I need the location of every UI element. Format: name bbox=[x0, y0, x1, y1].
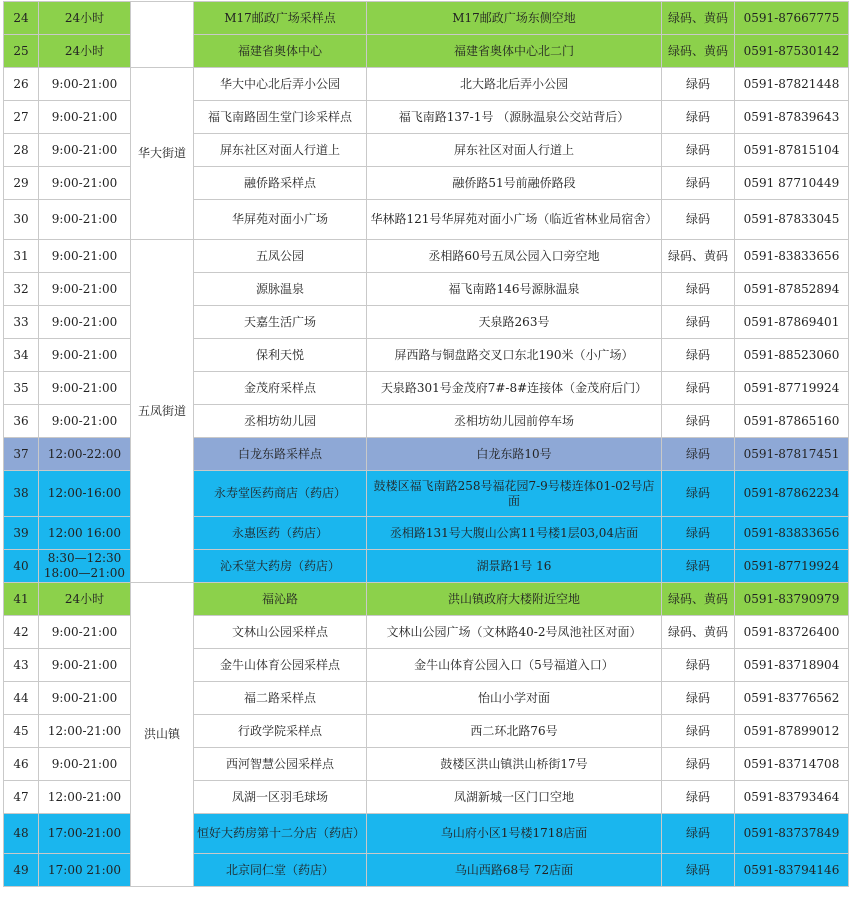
table-row bbox=[4, 240, 849, 273]
health-code-cell: 绿码 bbox=[662, 715, 735, 748]
table-row bbox=[4, 682, 849, 715]
phone-cell: 0591-83726400 bbox=[735, 616, 849, 649]
address-cell: 福飞南路146号源脉温泉 bbox=[367, 273, 662, 306]
site-name-cell: 五凤公园 bbox=[194, 240, 367, 273]
table-row bbox=[4, 167, 849, 200]
site-name-cell: 保利天悦 bbox=[194, 339, 367, 372]
site-name-cell: 金牛山体育公园采样点 bbox=[194, 649, 367, 682]
health-code-cell: 绿码 bbox=[662, 854, 735, 887]
time-cell: 12:00-16:00 bbox=[39, 471, 131, 517]
row-number-cell: 30 bbox=[4, 200, 39, 240]
site-name-cell: 屏东社区对面人行道上 bbox=[194, 134, 367, 167]
time-cell: 17:00-21:00 bbox=[39, 814, 131, 854]
site-name-cell: 华大中心北后弄小公园 bbox=[194, 68, 367, 101]
row-number-cell: 49 bbox=[4, 854, 39, 887]
time-cell: 17:00 21:00 bbox=[39, 854, 131, 887]
row-number-cell: 28 bbox=[4, 134, 39, 167]
address-cell: M17邮政广场东侧空地 bbox=[367, 2, 662, 35]
address-cell: 乌山府小区1号楼1718店面 bbox=[367, 814, 662, 854]
row-number-cell: 40 bbox=[4, 550, 39, 583]
phone-cell: 0591-83794146 bbox=[735, 854, 849, 887]
row-number-cell: 38 bbox=[4, 471, 39, 517]
phone-cell: 0591-88523060 bbox=[735, 339, 849, 372]
address-cell: 华林路121号华屏苑对面小广场（临近省林业局宿舍） bbox=[367, 200, 662, 240]
site-name-cell: 福二路采样点 bbox=[194, 682, 367, 715]
table-row bbox=[4, 471, 849, 517]
phone-cell: 0591-83793464 bbox=[735, 781, 849, 814]
phone-cell: 0591-83776562 bbox=[735, 682, 849, 715]
health-code-cell: 绿码 bbox=[662, 649, 735, 682]
address-cell: 天泉路263号 bbox=[367, 306, 662, 339]
table-row bbox=[4, 715, 849, 748]
address-cell: 西二环北路76号 bbox=[367, 715, 662, 748]
site-name-cell: 行政学院采样点 bbox=[194, 715, 367, 748]
table-row bbox=[4, 748, 849, 781]
phone-cell: 0591-83790979 bbox=[735, 583, 849, 616]
health-code-cell: 绿码、黄码 bbox=[662, 583, 735, 616]
health-code-cell: 绿码 bbox=[662, 200, 735, 240]
address-cell: 福建省奥体中心北二门 bbox=[367, 35, 662, 68]
street-cell: 洪山镇 bbox=[131, 583, 194, 887]
site-name-cell: 丞相坊幼儿园 bbox=[194, 405, 367, 438]
site-name-cell: 文林山公园采样点 bbox=[194, 616, 367, 649]
time-cell: 24小时 bbox=[39, 583, 131, 616]
site-name-cell: 福建省奥体中心 bbox=[194, 35, 367, 68]
site-name-cell: 沁禾堂大药房（药店） bbox=[194, 550, 367, 583]
address-cell: 文林山公园广场（文林路40-2号凤池社区对面） bbox=[367, 616, 662, 649]
table-row bbox=[4, 101, 849, 134]
table-row bbox=[4, 68, 849, 101]
row-number-cell: 43 bbox=[4, 649, 39, 682]
health-code-cell: 绿码、黄码 bbox=[662, 2, 735, 35]
phone-cell: 0591-87865160 bbox=[735, 405, 849, 438]
address-cell: 丞相路131号大腹山公寓11号楼1层03,04店面 bbox=[367, 517, 662, 550]
phone-cell: 0591-83833656 bbox=[735, 517, 849, 550]
row-number-cell: 27 bbox=[4, 101, 39, 134]
phone-cell: 0591-83718904 bbox=[735, 649, 849, 682]
row-number-cell: 26 bbox=[4, 68, 39, 101]
time-cell: 9:00-21:00 bbox=[39, 240, 131, 273]
time-cell: 9:00-21:00 bbox=[39, 405, 131, 438]
site-name-cell: 福沁路 bbox=[194, 583, 367, 616]
phone-cell: 0591-87862234 bbox=[735, 471, 849, 517]
table-row bbox=[4, 781, 849, 814]
street-cell: 五凤街道 bbox=[131, 240, 194, 583]
site-name-cell: 融侨路采样点 bbox=[194, 167, 367, 200]
address-cell: 白龙东路10号 bbox=[367, 438, 662, 471]
address-cell: 鼓楼区洪山镇洪山桥街17号 bbox=[367, 748, 662, 781]
table-row bbox=[4, 134, 849, 167]
health-code-cell: 绿码 bbox=[662, 550, 735, 583]
table-row bbox=[4, 854, 849, 887]
health-code-cell: 绿码 bbox=[662, 748, 735, 781]
health-code-cell: 绿码 bbox=[662, 101, 735, 134]
table-row bbox=[4, 517, 849, 550]
health-code-cell: 绿码 bbox=[662, 273, 735, 306]
address-cell: 丞相路60号五凤公园入口旁空地 bbox=[367, 240, 662, 273]
phone-cell: 0591-87833045 bbox=[735, 200, 849, 240]
address-cell: 丞相坊幼儿园前停车场 bbox=[367, 405, 662, 438]
time-cell: 12:00-21:00 bbox=[39, 781, 131, 814]
health-code-cell: 绿码、黄码 bbox=[662, 35, 735, 68]
table-row bbox=[4, 583, 849, 616]
health-code-cell: 绿码 bbox=[662, 339, 735, 372]
health-code-cell: 绿码 bbox=[662, 372, 735, 405]
phone-cell: 0591-87817451 bbox=[735, 438, 849, 471]
table-row bbox=[4, 200, 849, 240]
site-name-cell: 永惠医药（药店） bbox=[194, 517, 367, 550]
time-cell: 9:00-21:00 bbox=[39, 167, 131, 200]
site-name-cell: 华屏苑对面小广场 bbox=[194, 200, 367, 240]
time-cell: 24小时 bbox=[39, 2, 131, 35]
health-code-cell: 绿码 bbox=[662, 814, 735, 854]
time-cell: 9:00-21:00 bbox=[39, 273, 131, 306]
health-code-cell: 绿码、黄码 bbox=[662, 616, 735, 649]
time-cell: 9:00-21:00 bbox=[39, 200, 131, 240]
row-number-cell: 36 bbox=[4, 405, 39, 438]
street-cell: 华大街道 bbox=[131, 68, 194, 240]
table-row bbox=[4, 273, 849, 306]
table-row bbox=[4, 2, 849, 35]
table-body bbox=[4, 2, 849, 887]
address-cell: 怡山小学对面 bbox=[367, 682, 662, 715]
phone-cell: 0591-87530142 bbox=[735, 35, 849, 68]
row-number-cell: 29 bbox=[4, 167, 39, 200]
address-cell: 天泉路301号金茂府7#-8#连接体（金茂府后门） bbox=[367, 372, 662, 405]
health-code-cell: 绿码 bbox=[662, 781, 735, 814]
row-number-cell: 42 bbox=[4, 616, 39, 649]
phone-cell: 0591-87719924 bbox=[735, 372, 849, 405]
table-row bbox=[4, 814, 849, 854]
table-row bbox=[4, 339, 849, 372]
row-number-cell: 37 bbox=[4, 438, 39, 471]
address-cell: 鼓楼区福飞南路258号福花园7-9号楼连体01-02号店面 bbox=[367, 471, 662, 517]
site-name-cell: 永寿堂医药商店（药店） bbox=[194, 471, 367, 517]
address-cell: 屏东社区对面人行道上 bbox=[367, 134, 662, 167]
health-code-cell: 绿码 bbox=[662, 471, 735, 517]
health-code-cell: 绿码 bbox=[662, 405, 735, 438]
table-row bbox=[4, 649, 849, 682]
testing-sites-table bbox=[3, 1, 849, 887]
address-cell: 福飞南路137-1号 （源脉温泉公交站背后） bbox=[367, 101, 662, 134]
row-number-cell: 25 bbox=[4, 35, 39, 68]
address-cell: 北大路北后弄小公园 bbox=[367, 68, 662, 101]
row-number-cell: 44 bbox=[4, 682, 39, 715]
time-cell: 9:00-21:00 bbox=[39, 682, 131, 715]
phone-cell: 0591-83737849 bbox=[735, 814, 849, 854]
time-cell: 9:00-21:00 bbox=[39, 134, 131, 167]
time-cell: 9:00-21:00 bbox=[39, 306, 131, 339]
address-cell: 金牛山体育公园入口（5号福道入口） bbox=[367, 649, 662, 682]
table-row bbox=[4, 35, 849, 68]
time-cell: 9:00-21:00 bbox=[39, 372, 131, 405]
time-cell: 9:00-21:00 bbox=[39, 68, 131, 101]
time-cell: 12:00-22:00 bbox=[39, 438, 131, 471]
health-code-cell: 绿码、黄码 bbox=[662, 240, 735, 273]
site-name-cell: 天嘉生活广场 bbox=[194, 306, 367, 339]
time-cell: 12:00 16:00 bbox=[39, 517, 131, 550]
table-row bbox=[4, 616, 849, 649]
street-cell bbox=[131, 2, 194, 68]
row-number-cell: 32 bbox=[4, 273, 39, 306]
table-row bbox=[4, 306, 849, 339]
health-code-cell: 绿码 bbox=[662, 438, 735, 471]
address-cell: 融侨路51号前融侨路段 bbox=[367, 167, 662, 200]
health-code-cell: 绿码 bbox=[662, 167, 735, 200]
row-number-cell: 46 bbox=[4, 748, 39, 781]
address-cell: 屏西路与铜盘路交叉口东北190米（小广场） bbox=[367, 339, 662, 372]
time-cell: 9:00-21:00 bbox=[39, 748, 131, 781]
address-cell: 凤湖新城一区门口空地 bbox=[367, 781, 662, 814]
address-cell: 乌山西路68号 72店面 bbox=[367, 854, 662, 887]
row-number-cell: 33 bbox=[4, 306, 39, 339]
health-code-cell: 绿码 bbox=[662, 517, 735, 550]
table-row bbox=[4, 550, 849, 583]
phone-cell: 0591-87719924 bbox=[735, 550, 849, 583]
time-cell: 24小时 bbox=[39, 35, 131, 68]
row-number-cell: 34 bbox=[4, 339, 39, 372]
phone-cell: 0591-87852894 bbox=[735, 273, 849, 306]
time-cell: 12:00-21:00 bbox=[39, 715, 131, 748]
phone-cell: 0591-87815104 bbox=[735, 134, 849, 167]
phone-cell: 0591-87839643 bbox=[735, 101, 849, 134]
phone-cell: 0591-83714708 bbox=[735, 748, 849, 781]
site-name-cell: 恒好大药房第十二分店（药店） bbox=[194, 814, 367, 854]
phone-cell: 0591-87869401 bbox=[735, 306, 849, 339]
phone-cell: 0591-87899012 bbox=[735, 715, 849, 748]
site-name-cell: 金茂府采样点 bbox=[194, 372, 367, 405]
health-code-cell: 绿码 bbox=[662, 134, 735, 167]
site-name-cell: 西河智慧公园采样点 bbox=[194, 748, 367, 781]
health-code-cell: 绿码 bbox=[662, 682, 735, 715]
phone-cell: 0591 87710449 bbox=[735, 167, 849, 200]
site-name-cell: 北京同仁堂（药店） bbox=[194, 854, 367, 887]
health-code-cell: 绿码 bbox=[662, 68, 735, 101]
address-cell: 洪山镇政府大楼附近空地 bbox=[367, 583, 662, 616]
time-cell: 9:00-21:00 bbox=[39, 339, 131, 372]
time-cell: 9:00-21:00 bbox=[39, 101, 131, 134]
row-number-cell: 47 bbox=[4, 781, 39, 814]
table-row bbox=[4, 405, 849, 438]
health-code-cell: 绿码 bbox=[662, 306, 735, 339]
site-name-cell: 源脉温泉 bbox=[194, 273, 367, 306]
address-cell: 湖景路1号 16 bbox=[367, 550, 662, 583]
phone-cell: 0591-83833656 bbox=[735, 240, 849, 273]
row-number-cell: 24 bbox=[4, 2, 39, 35]
row-number-cell: 31 bbox=[4, 240, 39, 273]
time-cell: 8:30—12:30 18:00—21:00 bbox=[39, 550, 131, 583]
row-number-cell: 41 bbox=[4, 583, 39, 616]
table-row bbox=[4, 372, 849, 405]
site-name-cell: M17邮政广场采样点 bbox=[194, 2, 367, 35]
phone-cell: 0591-87821448 bbox=[735, 68, 849, 101]
row-number-cell: 39 bbox=[4, 517, 39, 550]
site-name-cell: 福飞南路固生堂门诊采样点 bbox=[194, 101, 367, 134]
phone-cell: 0591-87667775 bbox=[735, 2, 849, 35]
site-name-cell: 白龙东路采样点 bbox=[194, 438, 367, 471]
row-number-cell: 35 bbox=[4, 372, 39, 405]
row-number-cell: 45 bbox=[4, 715, 39, 748]
site-name-cell: 凤湖一区羽毛球场 bbox=[194, 781, 367, 814]
time-cell: 9:00-21:00 bbox=[39, 616, 131, 649]
time-cell: 9:00-21:00 bbox=[39, 649, 131, 682]
row-number-cell: 48 bbox=[4, 814, 39, 854]
table-row bbox=[4, 438, 849, 471]
